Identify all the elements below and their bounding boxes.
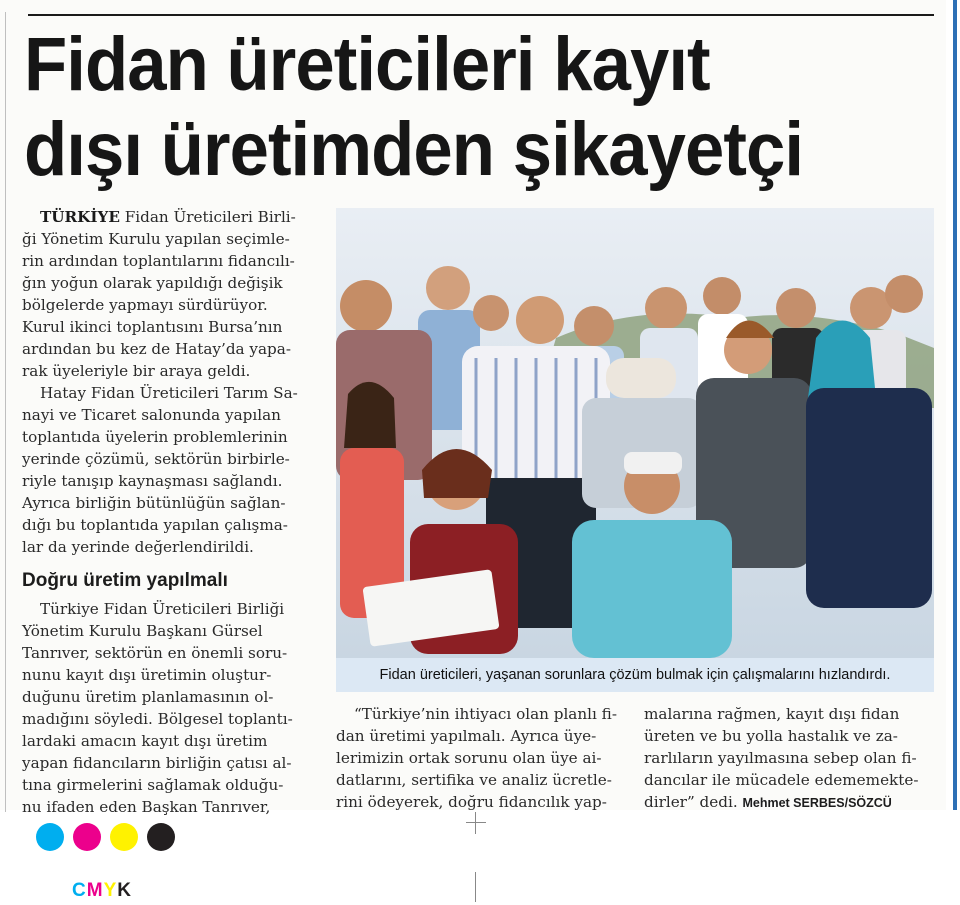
registration-mark-horizontal [466, 822, 486, 823]
text-line: lerimizin ortak sorunu olan üye ai- [336, 749, 602, 767]
cmyk-label [72, 880, 132, 902]
text-line: Tanrıver, sektörün en önemli soru- [22, 644, 288, 662]
cmyk-y: Y [103, 880, 118, 901]
text-line: bölgelerde yapmayı sürdürüyor. [22, 296, 268, 314]
cmyk-k: K [117, 880, 132, 901]
text-line: rin ardından toplantılarını fidancılı- [22, 252, 295, 270]
text-line: lar da yerinde değerlendirildi. [22, 538, 254, 556]
text-line: dancılar ile mücadele edememekte- [644, 771, 919, 789]
text-line: yerinde çözümü, sektörün birbirle- [22, 450, 290, 468]
paragraph-1 [22, 206, 314, 228]
text-line: madığını söyledi. Bölgesel toplantı- [22, 710, 293, 728]
text-line: dığı bu toplantıda yapılan çalışma- [22, 516, 288, 534]
text-line: tına girmelerini sağlamak olduğu- [22, 776, 284, 794]
article-column-2 [336, 703, 626, 813]
paragraph-1-cont [22, 228, 314, 382]
text-line: duğunu üretim planlamasının ol- [22, 688, 274, 706]
text-line: nayi ve Ticaret salonunda yapılan [22, 406, 281, 424]
top-rule [28, 14, 934, 16]
article-column-3 [644, 703, 944, 814]
text-line: ardından bu kez de Hatay’da yapa- [22, 340, 291, 358]
subheading: Doğru üretim yapılmalı [22, 570, 228, 591]
text-line: Ayrıca birliğin bütünlüğün sağlan- [22, 494, 286, 512]
text-line: ği Yönetim Kurulu yapılan seçimle- [22, 230, 290, 248]
group-photo [336, 208, 934, 658]
photo-caption: Fidan üreticileri, yaşanan sorunlara çözüm bulmak için çalışmalarını hızlandırdı. [336, 658, 934, 692]
headline-line-1: Fidan üreticileri kayıt [24, 22, 710, 107]
text-line: toplantıda üyelerin problemlerinin [22, 428, 288, 446]
text-line: rini ödeyerek, doğru fidancılık yap- [336, 793, 607, 811]
cmyk-m: M [86, 880, 104, 901]
text-line: nunu kayıt dışı üretimin oluştur- [22, 666, 272, 684]
text-line-last [644, 791, 944, 814]
registration-mark-vertical [475, 812, 476, 834]
cmyk-c: C [72, 880, 87, 901]
text-line: Kurul ikinci toplantısını Bursa’nın [22, 318, 283, 336]
text-line: “Türkiye’nin ihtiyacı olan planlı fi- [354, 705, 617, 723]
text-line: Hatay Fidan Üreticileri Tarım Sa- [40, 384, 298, 402]
headline-line-2: dışı üretimden şikayetçi [24, 107, 804, 192]
text-line: riyle tanışıp kaynaşması sağlandı. [22, 472, 283, 490]
headline [24, 22, 880, 192]
text-line: datlarını, sertifika ve analiz ücretle- [336, 771, 612, 789]
text-line: rak üyeleriyle bir araya geldi. [22, 362, 251, 380]
text-line: üreten ve bu yolla hastalık ve za- [644, 727, 898, 745]
text-line: lardaki amacın kayıt dışı üretim [22, 732, 268, 750]
left-margin-rule [5, 12, 6, 812]
text-line: dan üretimi yapılmalı. Ayrıca üye- [336, 727, 597, 745]
text-line: Türkiye Fidan Üreticileri Birliği [40, 600, 285, 618]
text-line: yapan fidancıların birliğin çatısı al- [22, 754, 292, 772]
cyan-dot [36, 823, 64, 851]
lead-word: TÜRKİYE [40, 208, 120, 226]
text-line: rarlıların yayılmasına sebep olan fi- [644, 749, 917, 767]
crop-mark [475, 872, 476, 902]
right-page-edge [949, 0, 960, 810]
closing-quote-text: dirler” dedi. [644, 793, 738, 811]
group-photo-illustration [336, 208, 934, 658]
yellow-dot [110, 823, 138, 851]
text-line: ğın yoğun olarak yapıldığı değişik [22, 274, 283, 292]
text-line: Fidan Üreticileri Birli- [119, 208, 296, 226]
text-line: malarına rağmen, kayıt dışı fidan [644, 705, 900, 723]
paragraph-3 [22, 598, 314, 818]
text-line: Yönetim Kurulu Başkanı Gürsel [22, 622, 263, 640]
byline: Mehmet SERBES/SÖZCÜ [742, 796, 892, 810]
text-line: nu ifaden eden Başkan Tanrıver, [22, 798, 271, 816]
article-column-1 [22, 206, 314, 818]
magenta-dot [73, 823, 101, 851]
paragraph-2 [22, 382, 314, 558]
black-dot [147, 823, 175, 851]
